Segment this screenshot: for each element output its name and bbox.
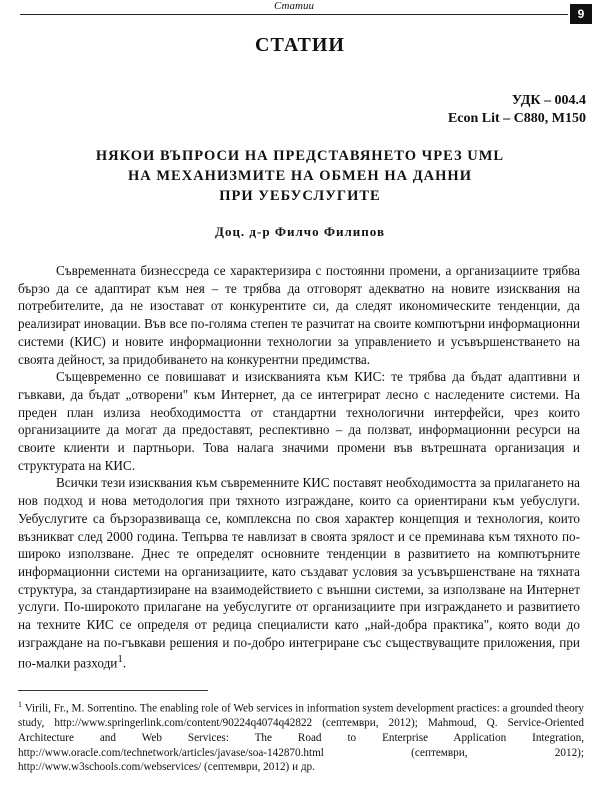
- footnote-number: 1: [18, 700, 22, 709]
- footnote-divider: [18, 690, 208, 691]
- article-title-line-2: НА МЕХАНИЗМИТЕ НА ОБМЕН НА ДАННИ: [128, 168, 472, 184]
- classification-codes: [448, 92, 586, 128]
- econlit-code: Econ Lit – C880, M150: [447, 111, 586, 126]
- section-title: СТАТИИ: [255, 34, 345, 56]
- paragraph-with-footnote: Всички тези изисквания към съвременните КИС поставят необходимостта за прилагането на нов подход и нова методология при тяхното изграждане, които са ориентирани към уебуслуги. Уебуслугите са бързоразвиваща се, комплексна по своя характер концепция и технология, които възникват след 2000 година. Тепърва те навлизат в своята зрялост и се преминава към тяхното по-широко използване. Днес те определят основните тенденции в развитието на компютърните информационни системи на организациите, като създават условия за усъвършенстване на тяхната структура, за стандартизиране на взаимодействието с външни системи, за използване на Интернет услуги. По-широкото прилагане на уебуслугите от организациите при изграждането и развитието на техните КИС се определя от редица специалисти като „най-добра практика", която води до изграждане на по-гъвкави решения и по-добро интегриране със съществуващите приложения, при по-малки разходи$^1$.: [18, 475, 580, 671]
- article-body: [18, 262, 580, 673]
- page-number-badge: 9: [570, 4, 592, 24]
- footnote-text: Virili, Fr., M. Sorrentino. The enabling role of Web services in information system development practices: a grounded theory study, http://www.springerlink.com/content/90224q4074q42822 (септември, 2012); Mahmoud, Q. Service-Oriented Architecture and Web Services: The Road to Enterprise Application Integration, http://www.oracle.com/technetwork/articles/javase/soa-142870.html (септември, 2012); http://www.w3schools.com/webservices/ (септември, 2012) и др.: [18, 702, 584, 774]
- running-title: Статии: [273, 0, 314, 12]
- udc-code: УДК – 004.4: [511, 93, 586, 108]
- footnote-reference[interactable]: 1: [117, 653, 123, 666]
- paragraph: Съвременната бизнессреда се характеризира с постоянни промени, а организациите трябва бързо да се адаптират към нея – те трябва да отговорят адекватно на новите изисквания на потребителите, да не изостават от конкурентите си, да следят икономическите тенденции, да реализират иновации. Във все по-голяма степен те разчитат на своите компютърни информационни системи (КИС) и новите информационни технологии за управлението и усъвършенстването на своята дейност, за придобиването на конкурентни предимства.: [18, 263, 580, 367]
- paragraph: Същевременно се повишават и изискванията към КИС: те трябва да бъдат адаптивни и гъвкави, да бъдат „отворени" към Интернет, да се интегрират лесно с наследените системи. На преден план излиза необходимостта от стандартни технологични интерфейси, чрез които организациите да могат да предоставят, респективно – да ползват, информационни ресурси на своите клиенти и партньори. Това налага значими промени във вътрешната организация и структурата на КИС.: [18, 369, 580, 473]
- article-title-line-1: НЯКОИ ВЪПРОСИ НА ПРЕДСТАВЯНЕТО ЧРЕЗ UML: [95, 148, 505, 164]
- author: Доц. д-р Филчо Филипов: [215, 224, 385, 239]
- running-header: [20, 0, 568, 15]
- footnote: [18, 698, 584, 775]
- article-title-line-3: ПРИ УЕБУСЛУГИТЕ: [219, 188, 381, 204]
- article-title: [40, 146, 560, 206]
- paragraph-text: Всички тези изисквания към съвременните КИС поставят необходимостта за прилагането на нов подход и нова методология при тяхното изграждане, които са ориентирани към уебуслуги. Уебуслугите са бързоразвиваща се, комплексна по своя характер концепция и технология, които възникват след 2000 година. Тепърва те навлизат в своята зрялост и се преминава към тяхното по-широко използване. Днес те определят основните тенденции в развитието на компютърните информационни системи на организациите, като създават условия за усъвършенстване на тяхната структура, за стандартизиране на взаимодействието с външни системи, за използване на Интернет услуги. По-широкото прилагане на уебуслугите от организациите при изграждането и развитието на техните КИС се определя от редица специалисти като „най-добра практика", която води до изграждане на по-гъвкави решения и по-добро интегриране със съществуващите приложения, при по-малки разходи: [18, 475, 580, 671]
